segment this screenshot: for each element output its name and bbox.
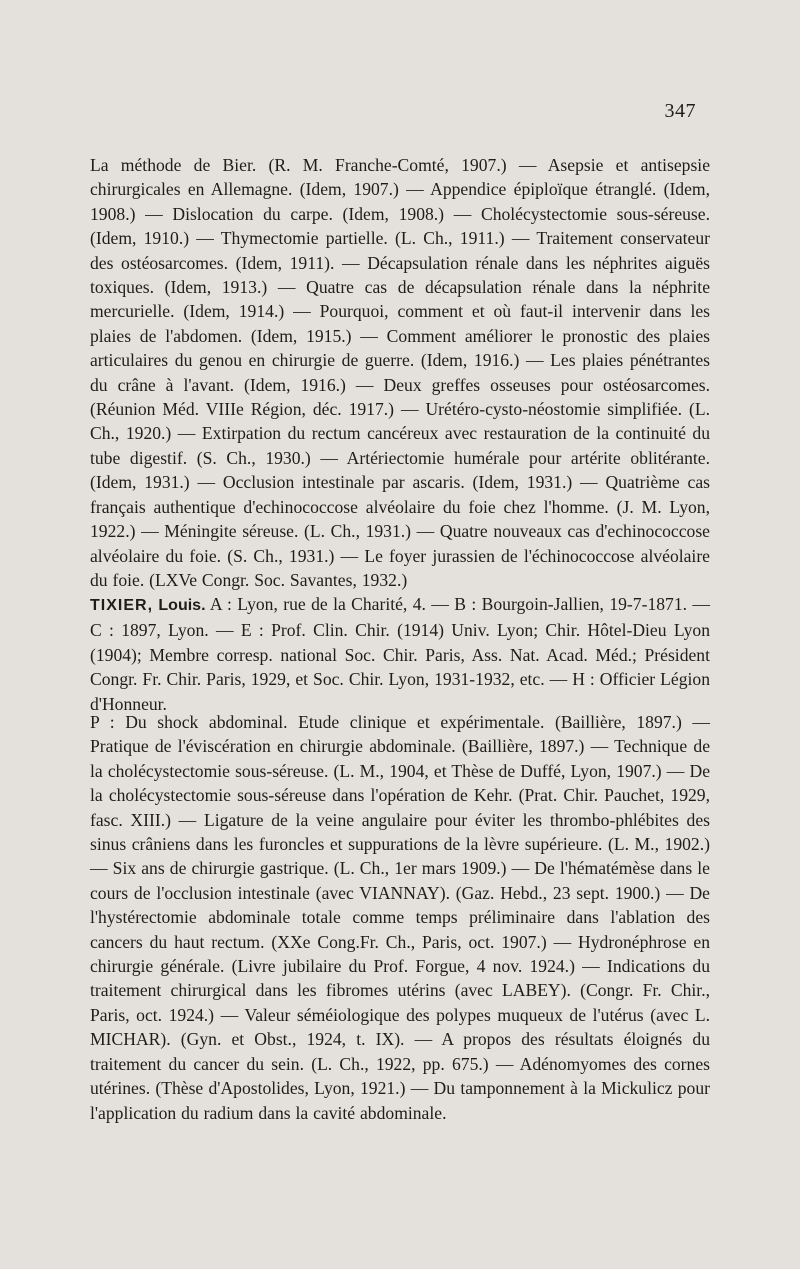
paragraph: La méthode de Bier. (R. M. Franche-Comté, 1907.) — Asepsie et antisepsie chirurgicales en Allemagne. (Idem, 1907.) — Appendice épiploïque étranglé. (Idem, 1908.) — Dislocation du carpe. (Idem, 1908.) — Cholécystectomie sous-séreuse. (Idem, 1910.) — Thymectomie partielle. (L. Ch., 1911.) — Traitement conservateur des ostéosarcomes. (Idem, 1911). — Décapsulation rénale dans les néphrites aiguës toxiques. (Idem, 1913.) — Quatre cas de décapsulation rénale dans la néphrite mercurielle. (Idem, 1914.) — Pourquoi, comment et où faut-il intervenir dans les plaies de l'abdomen. (Idem, 1915.) — Comment améliorer le pronostic des plaies articulaires du genou en chirurgie de guerre. (Idem, 1916.) — Les plaies pénétrantes du crâne à l'avant. (Idem, 1916.) — Deux greffes osseuses pour ostéosarcomes. (Réunion Méd. VIIIe Région, déc. 1917.) — Urétéro-cysto-néostomie simplifiée. (L. Ch., 1920.) — Extirpation du rectum cancéreux avec restauration de la continuité du tube digestif. (S. Ch., 1930.) — Artériectomie humérale pour artérite oblitérante. (Idem, 1931.) — Occlusion intestinale par ascaris. (Idem, 1931.) — Quatrième cas français authentique d'echinococcose alvéolaire du foie chez l'homme. (J. M. Lyon, 1922.) — Méningite séreuse. (L. Ch., 1931.) — Quatre nouveaux cas d'echinococcose alvéolaire du foie. (S. Ch., 1931.) — Le foyer jurassien de l'échinococcose alvéolaire du foie. (LXVe Congr. Soc. Savantes, 1932.) (90, 155, 710, 590)
publications-previous-entry (90, 153, 710, 592)
entry-surname: TIXIER, (90, 597, 154, 614)
paragraph: P : Du shock abdominal. Etude clinique et expérimentale. (Baillière, 1897.) — Pratique de l'éviscération en chirurgie abdominale. (Baillière, 1897.) — Technique de la cholécystectomie sous-séreuse. (L. M., 1904, et Thèse de Duffé, Lyon, 1907.) — De la cholécystectomie sous-séreuse dans l'opération de Kehr. (Prat. Chir. Pauchet, 1929, fasc. XIII.) — Ligature de la veine angulaire pour éviter les thrombo-phlébites des sinus crâniens dans les furoncles et suppurations de la lèvre supérieure. (L. M., 1902.) — Six ans de chirurgie gastrique. (L. Ch., 1er mars 1909.) — De l'hématémèse dans le cours de l'occlusion intestinale (avec VIANNAY). (Gaz. Hebd., 23 sept. 1900.) — De l'hystérectomie abdominale totale comme temps préliminaire dans l'ablation des cancers du haut rectum. (XXe Cong.Fr. Ch., Paris, oct. 1907.) — Hydronéphrose en chirurgie générale. (Livre jubilaire du Prof. Forgue, 4 nov. 1924.) — Indications du traitement chirurgical dans les fibromes utérins (avec LABEY). (Congr. Fr. Chir., Paris, oct. 1924.) — Valeur séméiologique des polypes muqueux de l'utérus (avec L. MICHAR). (Gyn. et Obst., 1924, t. IX). — A propos des résultats éloignés du traitement du cancer du sein. (L. Ch., 1922, pp. 675.) — Adénomyomes des cornes utérines. (Thèse d'Apostolides, Lyon, 1921.) — Du tamponnement à la Mickulicz pour l'application du radium dans la cavité abdominale. (90, 712, 710, 1123)
publications-tixier (90, 710, 710, 1125)
entry-tixier (90, 592, 710, 716)
entry-details: A : Lyon, rue de la Charité, 4. — B : Bourgoin-Jallien, 19-7-1871. — C : 1897, Lyon. — E : Prof. Clin. Chir. (1914) Univ. Lyon; Chir. Hôtel-Dieu Lyon (1904); Membre corresp. national Soc. Chir. Paris, Ass. Nat. Acad. Méd.; Président Congr. Fr. Chir. Paris, 1929, et Soc. Chir. Lyon, 1931-1932, etc. — H : Officier Légion d'Honneur. (90, 594, 711, 714)
entry-header (90, 592, 710, 716)
page-number: 347 (664, 100, 696, 122)
entry-firstname: Louis. (158, 597, 206, 614)
